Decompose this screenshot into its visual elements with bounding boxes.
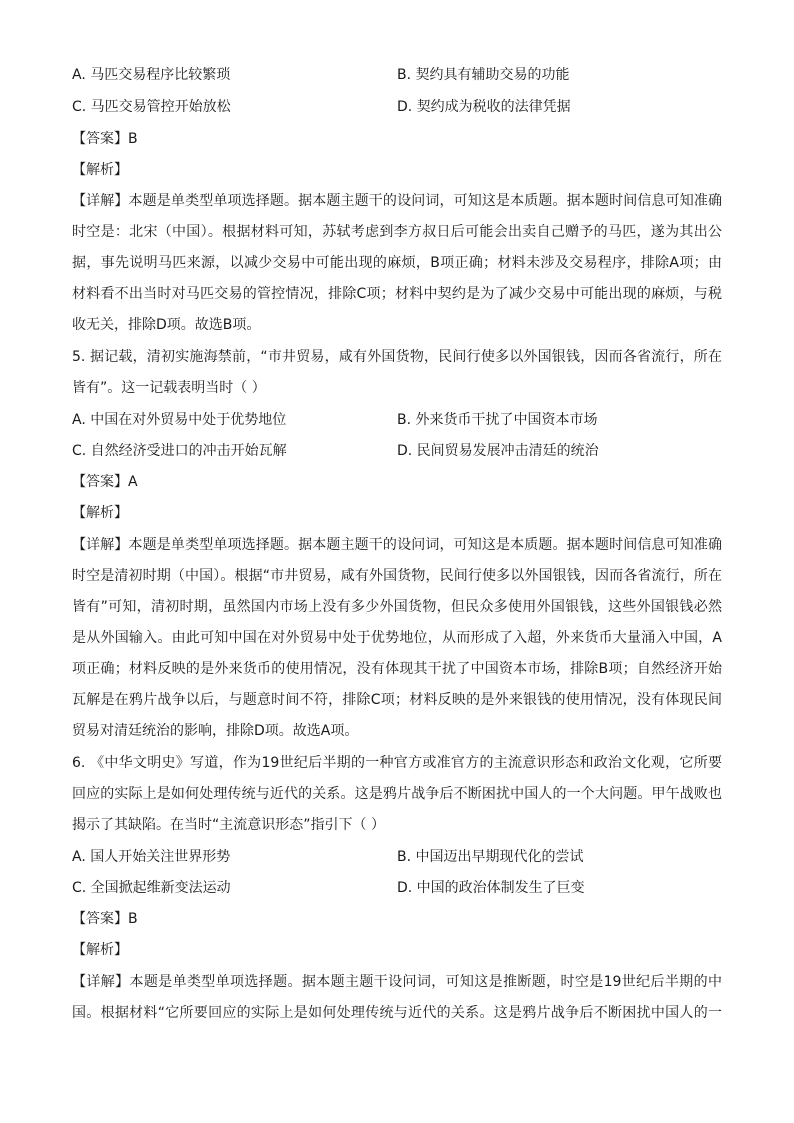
q5-detail-line: 项正确；材料反映的是外来货币的使用情况，没有体现其干扰了中国资本市场，排除B项；自然经济开始 [72,661,722,677]
q4-option-c: C. 马匹交易管控开始放松 [72,99,231,115]
q5-detail-line: 瓦解是在鸦片战争以后，与题意时间不符，排除C项；材料反映的是外来银钱的使用情况，没有体现民间 [72,692,722,708]
q6-option-c: C. 全国掀起维新变法运动 [72,880,231,896]
q4-option-b: B. 契约具有辅助交易的功能 [397,67,570,83]
q5-analysis-label: 【解析】 [72,505,128,521]
q5-stem-line: 5. 据记载，清初实施海禁前，“市井贸易，咸有外国货物，民间行使多以外国银钱，因而各省流行，所在 [72,349,722,365]
q5-detail-line: 【详解】本题是单类型单项选择题。据本题主题干的设问词，可知这是本质题。据本题时间信息可知准确 [72,537,722,553]
q6-answer: 【答案】B [72,911,138,927]
q5-stem-line: 皆有”。这一记载表明当时（ ） [72,380,266,396]
q6-option-b: B. 中国迈出早期现代化的尝试 [397,849,584,865]
q6-option-d: D. 中国的政治体制发生了巨变 [397,880,585,896]
q5-detail-line: 是从外国输入。由此可知中国在对外贸易中处于优势地位，从而形成了入超，外来货币大量涌入中国，A [72,630,722,646]
q5-option-a: A. 中国在对外贸易中处于优势地位 [72,412,287,428]
q4-detail-line: 【详解】本题是单类型单项选择题。据本题主题干的设问词，可知这是本质题。据本题时间信息可知准确 [72,193,722,209]
q6-stem-line: 揭示了其缺陷。在当时“主流意识形态”指引下（ ） [72,817,385,833]
q5-option-b: B. 外来货币干扰了中国资本市场 [397,412,598,428]
q6-option-a: A. 国人开始关注世界形势 [72,849,231,865]
q6-detail-line: 【详解】本题是单类型单项选择题。据本题主题干设问词，可知这是推断题，时空是19世纪后半期的中 [72,974,722,990]
q5-detail-line: 皆有”可知，清初时期，虽然国内市场上没有多少外国货物，但民众多使用外国银钱，这些外国银钱必然 [72,599,722,615]
q4-detail-line: 据，事先说明马匹来源，以减少交易中可能出现的麻烦，B项正确；材料未涉及交易程序，排除A项；由 [72,255,722,271]
q5-answer: 【答案】A [72,474,138,490]
q4-option-d: D. 契约成为税收的法律凭据 [397,99,571,115]
q6-analysis-label: 【解析】 [72,942,128,958]
q6-stem-line: 回应的实际上是如何处理传统与近代的关系。这是鸦片战争后不断困扰中国人的一个大问题。甲午战败也 [72,786,722,802]
q5-option-c: C. 自然经济受进口的冲击开始瓦解 [72,443,287,459]
q4-detail-line: 时空是：北宋（中国）。根据材料可知，苏轼考虑到李方叔日后可能会出卖自己赠予的马匹，遂为其出公 [72,224,722,240]
q5-option-d: D. 民间贸易发展冲击清廷的统治 [397,443,599,459]
q5-detail-line: 贸易对清廷统治的影响，排除D项。故选A项。 [72,723,359,739]
q4-detail-line: 材料看不出当时对马匹交易的管控情况，排除C项；材料中契约是为了减少交易中可能出现的麻烦，与税 [72,286,722,302]
q6-stem-line: 6. 《中华文明史》写道，作为19世纪后半期的一种官方或准官方的主流意识形态和政治文化观，它所要 [72,755,722,771]
q4-detail-line: 收无关，排除D项。故选B项。 [72,317,261,333]
q4-option-a: A. 马匹交易程序比较繁琐 [72,67,231,83]
q4-analysis-label: 【解析】 [72,162,128,178]
q5-detail-line: 时空是清初时期（中国）。根据“市井贸易，咸有外国货物，民间行使多以外国银钱，因而各省流行，所在 [72,568,722,584]
q6-detail-line: 国。根据材料“它所要回应的实际上是如何处理传统与近代的关系。这是鸦片战争后不断困扰中国人的一 [72,1005,722,1021]
q4-answer: 【答案】B [72,131,138,147]
